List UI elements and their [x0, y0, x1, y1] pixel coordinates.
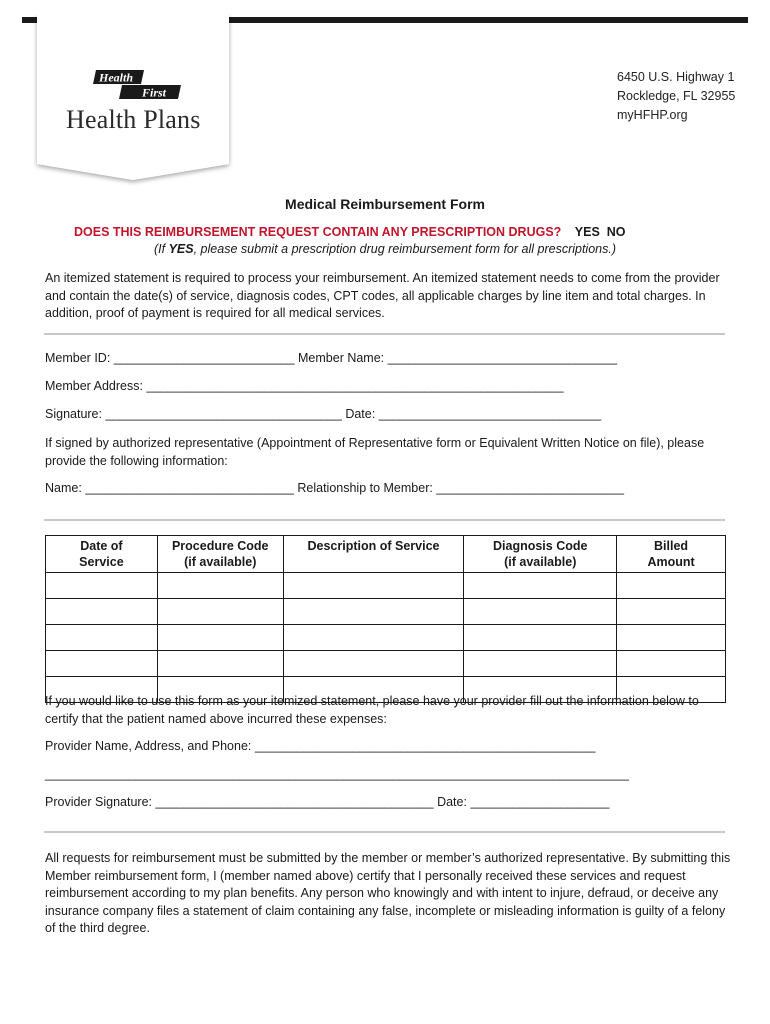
prescription-note: (If YES, please submit a prescription drug reimbursement form for all prescriptions.) — [154, 242, 616, 256]
signature-label: Signature: — [45, 407, 102, 421]
table-cell[interactable] — [283, 625, 464, 651]
logo-mark-line1: Health — [99, 70, 134, 85]
yes-option[interactable]: YES — [574, 225, 600, 239]
table-cell[interactable] — [46, 625, 158, 651]
member-address-field[interactable]: ____________________________________________________________ — [146, 379, 564, 393]
logo-wordmark: Health Plans — [66, 105, 201, 134]
address-line-2: Rockledge, FL 32955 — [617, 89, 736, 103]
website-link[interactable]: myHFHP.org — [617, 108, 688, 122]
table-cell[interactable] — [283, 573, 464, 599]
table-row — [46, 651, 726, 677]
table-cell[interactable] — [464, 599, 617, 625]
member-id-field[interactable]: __________________________ — [113, 351, 295, 365]
signature-field[interactable]: __________________________________ — [105, 407, 342, 421]
table-cell[interactable] — [464, 625, 617, 651]
provider-note: If you would like to use this form as your itemized statement, please have your provider fill out the information below to certify that the patient named above incurred these expenses: — [45, 694, 699, 726]
member-address-row — [45, 379, 564, 393]
prescription-question-text: DOES THIS REIMBURSEMENT REQUEST CONTAIN ANY PRESCRIPTION DRUGS? — [74, 225, 562, 239]
representative-note: If signed by authorized representative (Appointment of Representative form or Equivalent Written Notice on file), please provide the following information: — [45, 436, 705, 468]
intro-paragraph: An itemized statement is required to process your reimbursement. An itemized statement needs to come from the provider and contain the date(s) of service, diagnosis codes, CPT codes, all applicable charges by line item and total charges. In addition, proof of payment is required for all medical services. — [45, 271, 720, 320]
provider-name-field[interactable]: _________________________________________________ — [254, 739, 596, 753]
table-row — [46, 625, 726, 651]
table-cell[interactable] — [157, 625, 283, 651]
note-yes-bold: YES — [168, 242, 194, 256]
relationship-field[interactable]: ___________________________ — [436, 481, 625, 495]
health-first-logo-icon — [92, 70, 182, 100]
table-row — [46, 599, 726, 625]
logo-mark-line2: First — [142, 85, 167, 100]
table-cell[interactable] — [46, 573, 158, 599]
member-id-label: Member ID: — [45, 351, 111, 365]
col-header-description: Description of Service — [283, 536, 464, 573]
logo-banner — [33, 14, 233, 186]
table-cell[interactable] — [464, 651, 617, 677]
divider — [44, 333, 725, 335]
provider-signature-row — [45, 795, 609, 809]
form-title: Medical Reimbursement Form — [285, 196, 485, 212]
table-cell[interactable] — [283, 651, 464, 677]
col-header-billed-amount: Billed Amount — [617, 536, 726, 573]
signature-row — [45, 407, 601, 421]
no-option[interactable]: NO — [606, 225, 626, 239]
representative-row — [45, 481, 624, 495]
table-cell[interactable] — [46, 599, 158, 625]
member-address-label: Member Address: — [45, 379, 143, 393]
col-header-date-of-service: Date of Service — [46, 536, 158, 573]
date-label: Date: — [345, 407, 376, 421]
rep-name-field[interactable]: ______________________________ — [85, 481, 294, 495]
prescription-question — [74, 225, 626, 239]
member-name-field[interactable]: _________________________________ — [387, 351, 618, 365]
certification-paragraph: All requests for reimbursement must be submitted by the member or member’s authorized representative. By submitting this Member reimbursement form, I (member named above) certify that I personally received these services and request reimbursement according to my plan benefits. Any person who knowingly and with intent to injure, defraud, or deceive any insurance company files a statement of claim containing any false, incomplete or misleading information is guilty of a felony of the third degree. — [45, 851, 731, 935]
member-name-label: Member Name: — [298, 351, 385, 365]
table-cell[interactable] — [617, 651, 726, 677]
col-header-diagnosis-code: Diagnosis Code (if available) — [464, 536, 617, 573]
header-bar-right — [228, 17, 748, 23]
divider — [44, 831, 725, 833]
relationship-label: Relationship to Member: — [297, 481, 433, 495]
table-cell[interactable] — [46, 651, 158, 677]
provider-name-label: Provider Name, Address, and Phone: — [45, 739, 252, 753]
expense-table — [45, 535, 726, 703]
date-field[interactable]: ________________________________ — [378, 407, 602, 421]
provider-extra-row — [45, 767, 629, 781]
table-cell[interactable] — [157, 651, 283, 677]
table-row — [46, 573, 726, 599]
table-cell[interactable] — [617, 573, 726, 599]
provider-signature-label: Provider Signature: — [45, 795, 153, 809]
table-cell[interactable] — [157, 573, 283, 599]
provider-date-label: Date: — [437, 795, 467, 809]
address-block — [617, 68, 735, 125]
divider — [44, 519, 725, 521]
col-header-procedure-code: Procedure Code (if available) — [157, 536, 283, 573]
table-cell[interactable] — [157, 599, 283, 625]
member-id-row — [45, 351, 617, 365]
table-cell[interactable] — [617, 625, 726, 651]
table-cell[interactable] — [283, 599, 464, 625]
provider-extra-field[interactable]: ____________________________________________________________________________________ — [45, 767, 629, 781]
table-cell[interactable] — [464, 573, 617, 599]
provider-date-field[interactable]: ____________________ — [470, 795, 610, 809]
rep-name-label: Name: — [45, 481, 82, 495]
provider-signature-field[interactable]: ________________________________________ — [155, 795, 434, 809]
address-line-1: 6450 U.S. Highway 1 — [617, 70, 735, 84]
provider-name-row — [45, 739, 596, 753]
table-cell[interactable] — [617, 599, 726, 625]
